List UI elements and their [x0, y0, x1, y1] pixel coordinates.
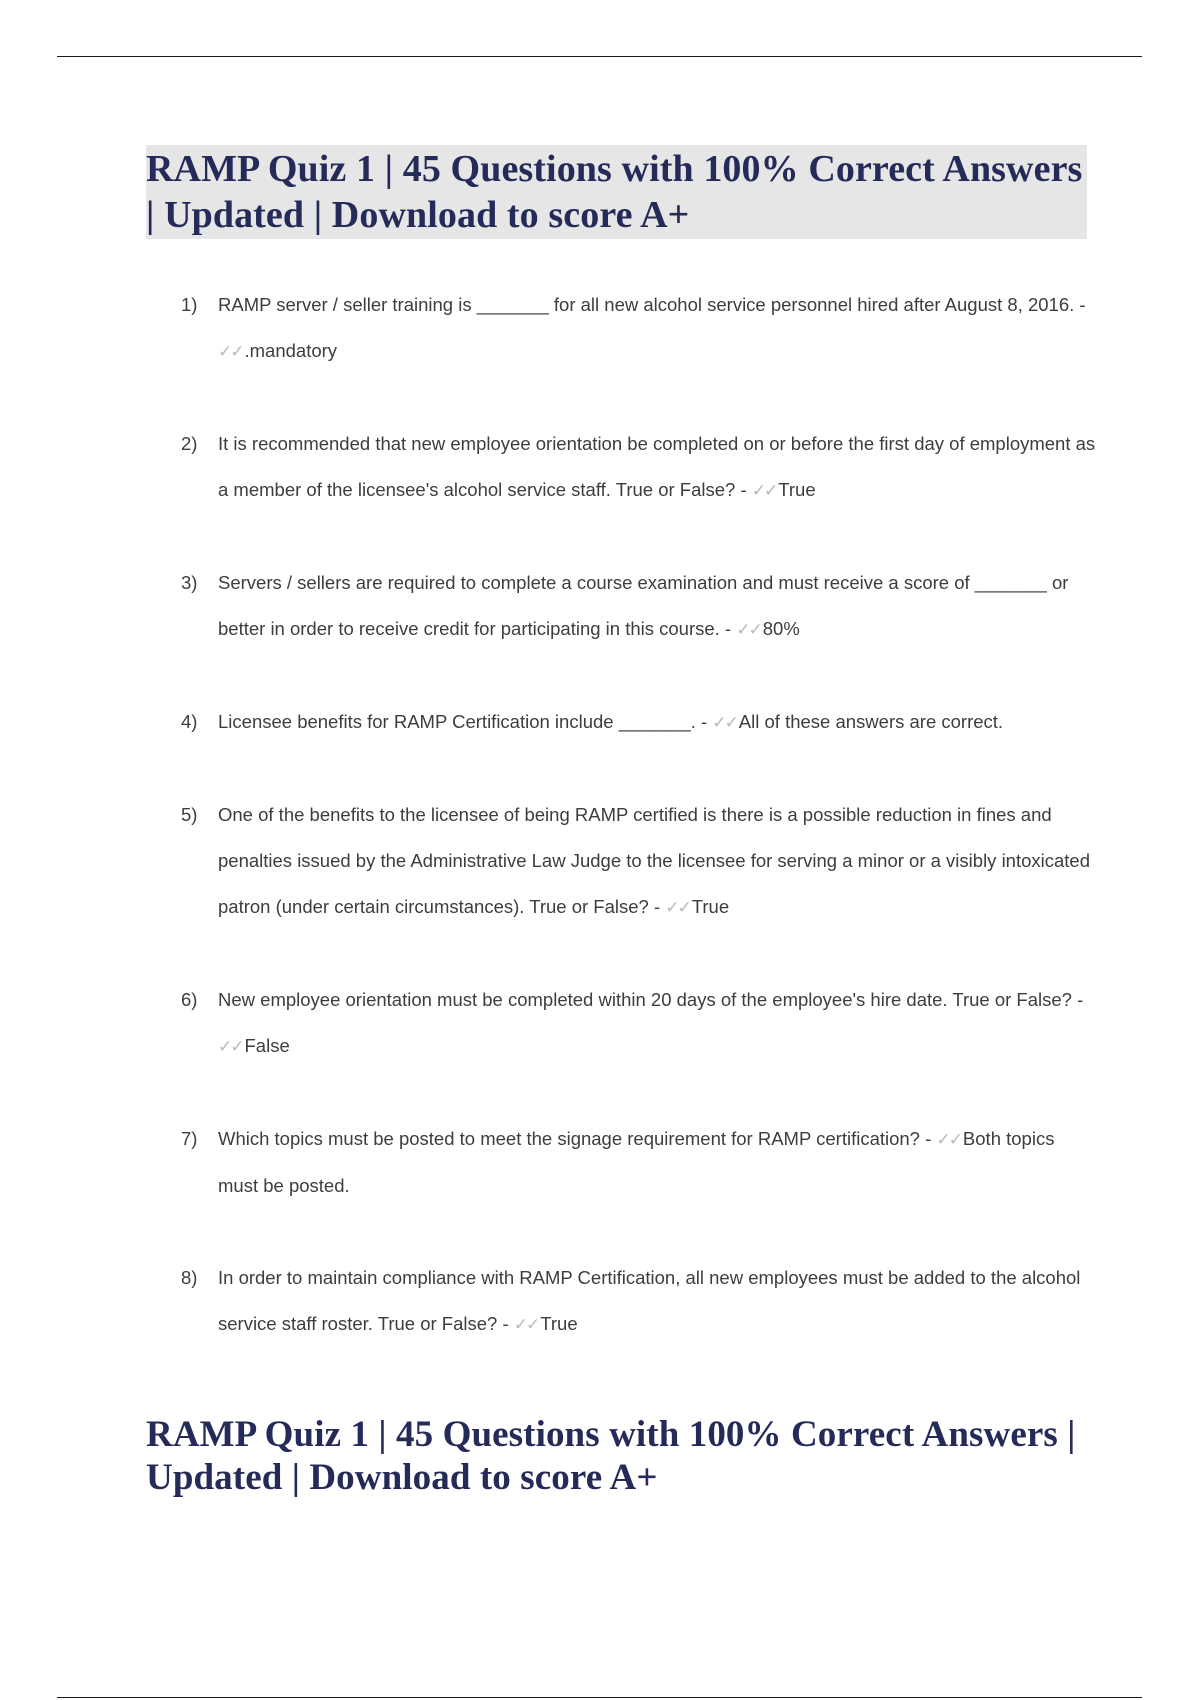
checkmark-icon: ✓✓	[751, 481, 777, 501]
question-text: Licensee benefits for RAMP Certification include _______. -	[218, 711, 713, 732]
question-number: 5)	[181, 804, 198, 825]
question-number: 6)	[181, 989, 198, 1010]
question-number: 4)	[181, 711, 198, 732]
question-text: RAMP server / seller training is _______ for all new alcohol service personnel hired after August 8, 2016. -	[218, 294, 1086, 315]
question-item	[0, 977, 1200, 1070]
question-item	[0, 1255, 1200, 1348]
footer-title-block	[146, 1413, 1087, 1499]
question-number: 3)	[181, 572, 198, 593]
answer-text: True	[540, 1313, 578, 1334]
checkmark-icon: ✓✓	[736, 620, 761, 640]
checkmark-icon: ✓✓	[665, 898, 690, 918]
question-text: One of the benefits to the licensee of being RAMP certified is there is a possible reduction in fines and penalties issued by the Administrative Law Judge to the licensee for serving a minor or a visibly intoxicated patron (under certain circumstances). True or False? -	[218, 804, 1091, 917]
question-body	[218, 560, 1098, 653]
answer-text: All of these answers are correct.	[738, 711, 1004, 732]
question-body	[218, 282, 1098, 375]
question-text: Servers / sellers are required to complete a course examination and must receive a score of _______ or better in order to receive credit for participating in this course. -	[218, 572, 1069, 639]
top-rule	[57, 56, 1142, 57]
checkmark-icon: ✓✓	[513, 1315, 539, 1335]
answer-text: True	[691, 896, 730, 917]
checkmark-icon: ✓✓	[218, 1037, 243, 1057]
question-item	[0, 560, 1200, 653]
question-text: New employee orientation must be completed within 20 days of the employee's hire date. True or False? -	[218, 989, 1084, 1010]
answer-text: False	[244, 1035, 290, 1056]
question-item	[0, 792, 1200, 931]
question-number: 8)	[181, 1267, 198, 1288]
question-text: In order to maintain compliance with RAMP Certification, all new employees must be added to the alcohol service staff roster. True or False? -	[218, 1267, 1081, 1334]
checkmark-icon: ✓✓	[936, 1130, 961, 1150]
question-body	[218, 421, 1098, 514]
answer-text: .mandatory	[244, 340, 338, 361]
question-number: 2)	[181, 433, 198, 454]
question-item	[0, 421, 1200, 514]
question-body	[218, 1255, 1098, 1348]
question-number: 7)	[181, 1128, 198, 1149]
question-item	[0, 699, 1200, 746]
question-body	[218, 1116, 1098, 1209]
question-list	[0, 282, 1200, 1394]
footer-title: RAMP Quiz 1 | 45 Questions with 100% Correct Answers | Updated | Download to score A+	[146, 1414, 1076, 1498]
checkmark-icon: ✓✓	[712, 713, 737, 733]
bottom-rule	[57, 1697, 1142, 1698]
question-item	[0, 1116, 1200, 1209]
question-body	[218, 977, 1098, 1070]
answer-text: True	[778, 479, 816, 500]
page-title: RAMP Quiz 1 | 45 Questions with 100% Correct Answers | Updated | Download to score A+	[146, 148, 1083, 236]
question-body	[218, 699, 1098, 746]
answer-text: 80%	[762, 618, 800, 639]
question-text: It is recommended that new employee orientation be completed on or before the first day of employment as a member of the licensee's alcohol service staff. True or False? -	[218, 433, 1096, 500]
question-body	[218, 792, 1098, 931]
question-text: Which topics must be posted to meet the signage requirement for RAMP certification? -	[218, 1128, 937, 1149]
title-banner	[146, 145, 1087, 239]
checkmark-icon: ✓✓	[218, 342, 243, 362]
question-item	[0, 282, 1200, 375]
question-number: 1)	[181, 294, 198, 315]
answer-text: Both topics must be posted.	[218, 1128, 1055, 1196]
